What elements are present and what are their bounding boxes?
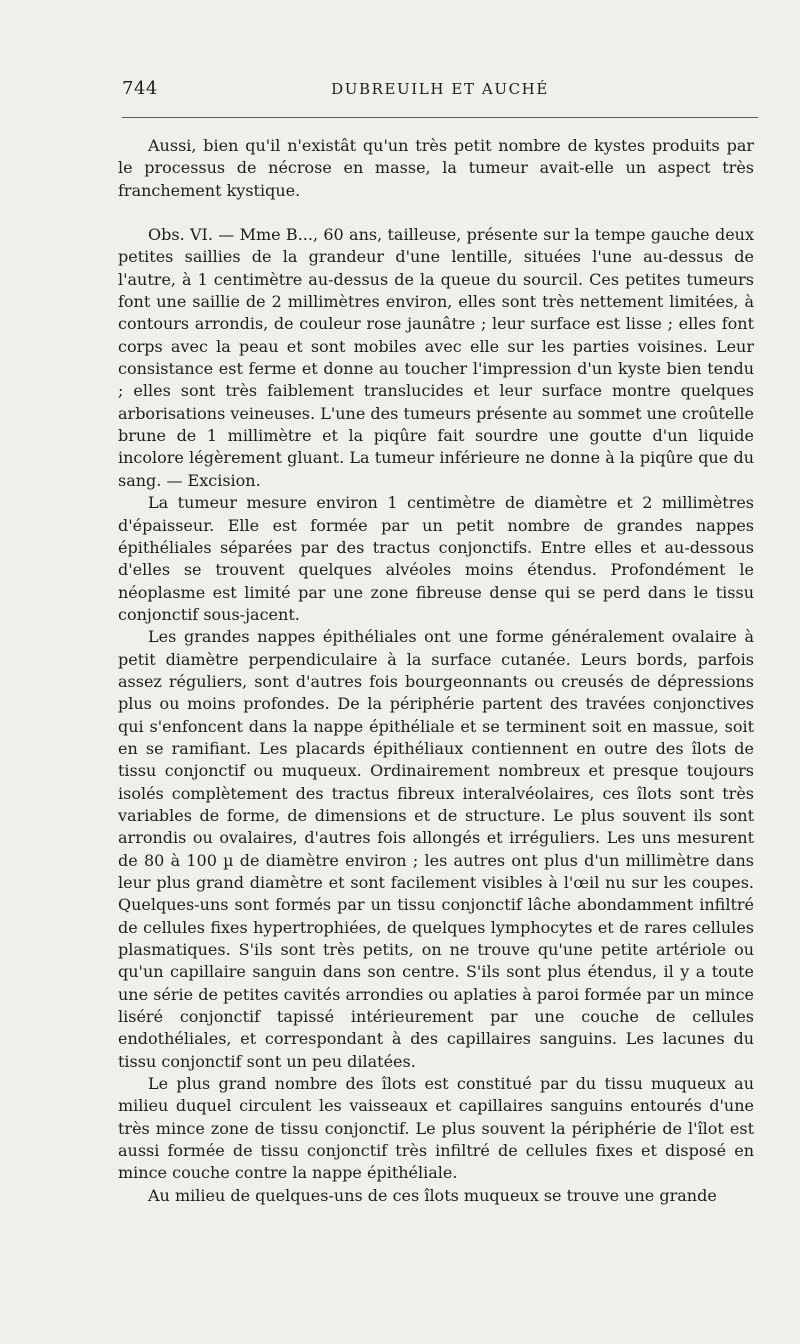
paragraph: Au milieu de quelques-uns de ces îlots muqueux se trouve une grande [148, 1185, 717, 1205]
paragraph: Le plus grand nombre des îlots est constitué par du tissu muqueux au milieu duquel circulent les vaisseaux et capillaires sanguins entourés d'une très mince zone de tissu conjonctif. Le plus souvent la périphérie de l'îlot est aussi formée de tissu conjonctif très infiltré de cellules fixes et disposé en mince couche contre la nappe épithéliale. [118, 1074, 754, 1183]
paragraph-gap [118, 202, 754, 224]
page-number: 744 [122, 78, 158, 99]
header-rule [122, 117, 758, 118]
running-title: DUBREUILH ET AUCHÉ [331, 80, 549, 98]
observation-paragraph: Obs. VI. — Mme B..., 60 ans, tailleuse, présente sur la tempe gauche deux petites saillies de la grandeur d'une lentille, situées l'une au-dessus de l'autre, à 1 centimètre au-dessus de la queue du sourcil. Ces petites tumeurs font une saillie de 2 millimètres environ, elles sont très nettement limitées, à contours arrondis, de couleur rose jaunâtre ; leur surface est lisse ; elles font corps avec la peau et sont mobiles avec elle sur les parties voisines. Leur consistance est ferme et donne au toucher l'impression d'un kyste bien tendu ; elles sont très faiblement translucides et leur surface montre quelques arborisations veineuses. L'une des tumeurs présente au sommet une croûtelle brune de 1 millimètre et la piqûre fait sourdre une goutte d'un liquide incolore légèrement gluant. La tumeur inférieure ne donne à la piqûre que du sang. — Excision. [118, 225, 754, 490]
paragraph: Aussi, bien qu'il n'existât qu'un très petit nombre de kystes produits par le processus de nécrose en masse, la tumeur avait-elle un aspect très franchement kystique. [118, 136, 754, 200]
paragraph: La tumeur mesure environ 1 centimètre de diamètre et 2 millimètres d'épaisseur. Elle est formée par un petit nombre de grandes nappes épithéliales séparées par des tractus conjonctifs. Entre elles et au-dessous d'elles se trouvent quelques alvéoles moins étendus. Profondément le néoplasme est limité par une zone fibreuse dense qui se perd dans le tissu conjonctif sous-jacent. [118, 493, 754, 624]
body-text [118, 135, 754, 1207]
page-header [122, 78, 758, 104]
paragraph: Les grandes nappes épithéliales ont une forme généralement ovalaire à petit diamètre perpendiculaire à la surface cutanée. Leurs bords, parfois assez réguliers, sont d'autres fois bourgeonnants ou creusés de dépressions plus ou moins profondes. De la périphérie partent des travées conjonctives qui s'enfoncent dans la nappe épithéliale et se terminent soit en massue, soit en se ramifiant. Les placards épithéliaux contiennent en outre des îlots de tissu conjonctif ou muqueux. Ordinairement nombreux et presque toujours isolés complètement des tractus fibreux interalvéolaires, ces îlots sont très variables de forme, de dimensions et de structure. Le plus souvent ils sont arrondis ou ovalaires, d'autres fois allongés et irréguliers. Les uns mesurent de 80 à 100 µ de diamètre environ ; les autres ont plus d'un millimètre dans leur plus grand diamètre et sont facilement visibles à l'œil nu sur les coupes. Quelques-uns sont formés par un tissu conjonctif lâche abondamment infiltré de cellules fixes hypertrophiées, de quelques lymphocytes et de rares cellules plasmatiques. S'ils sont très petits, on ne trouve qu'une petite artériole ou qu'un capillaire sanguin dans son centre. S'ils sont plus étendus, il y a toute une série de petites cavités arrondies ou aplaties à paroi formée par un mince liséré conjonctif tapissé intérieurement par une couche de cellules endothéliales, et correspondant à des capillaires sanguins. Les lacunes du tissu conjonctif sont un peu dilatées. [118, 627, 754, 1071]
